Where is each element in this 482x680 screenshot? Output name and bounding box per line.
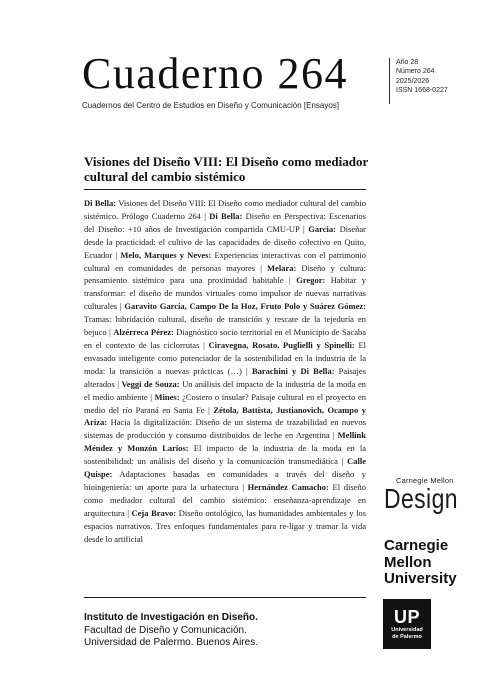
toc-author: Ciravegna, Rosato, Puglielli y Spinelli: — [208, 339, 355, 350]
toc-author: Calle Quispe: — [84, 456, 366, 480]
toc-entry-text: Adaptaciones basadas en comunidades a través del diseño y bioingeniería: un aporte para la urbatectura | — [84, 469, 366, 492]
toc-entry-text: Diagnóstico socio territorial en el Municipio de Sacaba en el contexto de las ciclorrutas | — [84, 327, 366, 350]
up-logo-mark: UP — [393, 607, 420, 627]
toc-entry-text: El envasado inteligente como potenciador de la sostenibilidad en la industria de la moda: la transición a nuevas prácticas (…) | — [84, 339, 366, 376]
toc-entry-text: Tramas: hibridación cultural, diseño de transición y rescate de la tejeduría en bejuco | — [84, 314, 366, 338]
toc-author: Melo, Marques y Neves: — [120, 249, 212, 260]
up-logo-line-2: de Palermo — [392, 633, 422, 640]
toc-entry-text: Hacia la digitalización: Diseño de un sistema de trazabilidad en nuevos sistemas de producción y consumo distribuidos de leche en Argentina | — [84, 417, 366, 441]
faculty-name: Facultad de Diseño y Comunicación. — [84, 624, 247, 636]
toc-author: Di Bella: — [84, 198, 117, 208]
meta-issn: ISSN 1668-0227 — [396, 86, 448, 94]
table-of-contents — [84, 197, 366, 585]
toc-author: Melara: — [267, 262, 297, 273]
toc-entry-text: Diseño en Perspectiva: Escenarios del Diseño: +10 años de Investigación compartida CMU-UP | — [84, 210, 366, 234]
toc-entry-text: El impacto de la industria de la moda en la sostenibilidad: un análisis del diseño y la comunicación transmediática | — [84, 443, 366, 467]
toc-entry-text: Un análisis del impacto de la industria de la moda en el medio ambiente | — [84, 378, 366, 402]
toc-author: Mines: — [154, 391, 180, 402]
issue-meta — [396, 58, 448, 95]
meta-year: Año 28 — [396, 59, 419, 66]
toc-author: Di Bella: — [209, 210, 243, 221]
title-divider — [84, 189, 366, 190]
cmu-logo-line-3: University — [384, 570, 457, 587]
institute-name: Instituto de Investigación en Diseño. — [84, 612, 258, 623]
toc-author: Veggi de Souza: — [121, 378, 180, 389]
cmu-design-logo-small: Carnegie Mellon — [396, 476, 454, 485]
toc-entry-text: ¿Costero o insular? Paisaje cultural en el proyecto en medio del río Paraná en Santa Fe | — [84, 391, 366, 415]
university-name: Universidad de Palermo. Buenos Aires. — [84, 637, 258, 648]
toc-author: Ceja Bravo: — [131, 507, 177, 518]
toc-entry-text: Diseño y cultura: pensamiento sistémico para una proximidad habitable | — [84, 262, 366, 286]
journal-title: Cuaderno 264 — [82, 49, 349, 98]
toc-entry-text: Experiencias interactivas con el patrimonio cultural en comunidades de personas mayores | — [84, 249, 366, 273]
toc-author: Hernández Camacho: — [247, 481, 329, 492]
meta-divider — [389, 58, 390, 104]
toc-entry-text: Habitar y transformar: el diseño de mundos virtuales como impulsor de nuevas narrativas culturales | — [84, 275, 366, 312]
up-logo — [383, 599, 431, 649]
toc-entry-text: Diseño ontológico, las humanidades ambientales y los espacios narrativos. Tres enfoques fundamentales para re-ligar y tramar la vida desde lo artificial — [84, 507, 366, 544]
toc-author: Gregor: — [296, 275, 326, 286]
meta-period: 2025/2026 — [396, 77, 430, 85]
cmu-logo-line-2: Mellon — [384, 553, 432, 571]
cmu-logo-line-1: Carnegie — [384, 537, 449, 554]
journal-subtitle: Cuadernos del Centro de Estudios en Diseño y Comunicación [Ensayos] — [82, 101, 340, 110]
toc-entry-text: El diseño como mediador cultural del cambio sistémico: enseñanza-aprendizaje en arquitectura | — [84, 481, 366, 518]
issue-title: Visiones del Diseño VIII: El Diseño como mediador cultural del cambio sistémico — [84, 154, 368, 184]
up-logo-line-1: Universidad — [391, 627, 423, 633]
institute-block — [84, 612, 258, 650]
toc-author: Zétola, Battista, Justianovich, Ocampo y Ariza: — [84, 404, 366, 428]
cmu-design-logo-word: Design — [384, 483, 458, 514]
toc-entry-text: Visiones del Diseño VIII: El Diseño como mediador cultural del cambio sistémico. Prólogo Cuaderno 264 | — [84, 198, 366, 221]
toc-author: Mellink Méndez y Monzón Larios: — [84, 430, 366, 454]
footer-divider — [84, 597, 366, 598]
toc-author: Garcia: — [308, 223, 336, 234]
toc-entry-text: Paisajes alterados | — [84, 365, 366, 389]
toc-author: Alzérreca Pérez: — [113, 327, 174, 338]
toc-entry-text: Diseñar desde la practicidad: el cultivo de las capacidades de diseño colectivo en Quito, Ecuador | — [84, 223, 366, 260]
toc-author: Barachini y Di Bella: — [251, 365, 335, 376]
toc-author: Garavito García, Campo De la Hoz, Fruto Polo y Suárez Gómez: — [124, 301, 366, 312]
cmu-logo — [384, 538, 474, 588]
meta-number: Número 264 — [396, 68, 435, 76]
